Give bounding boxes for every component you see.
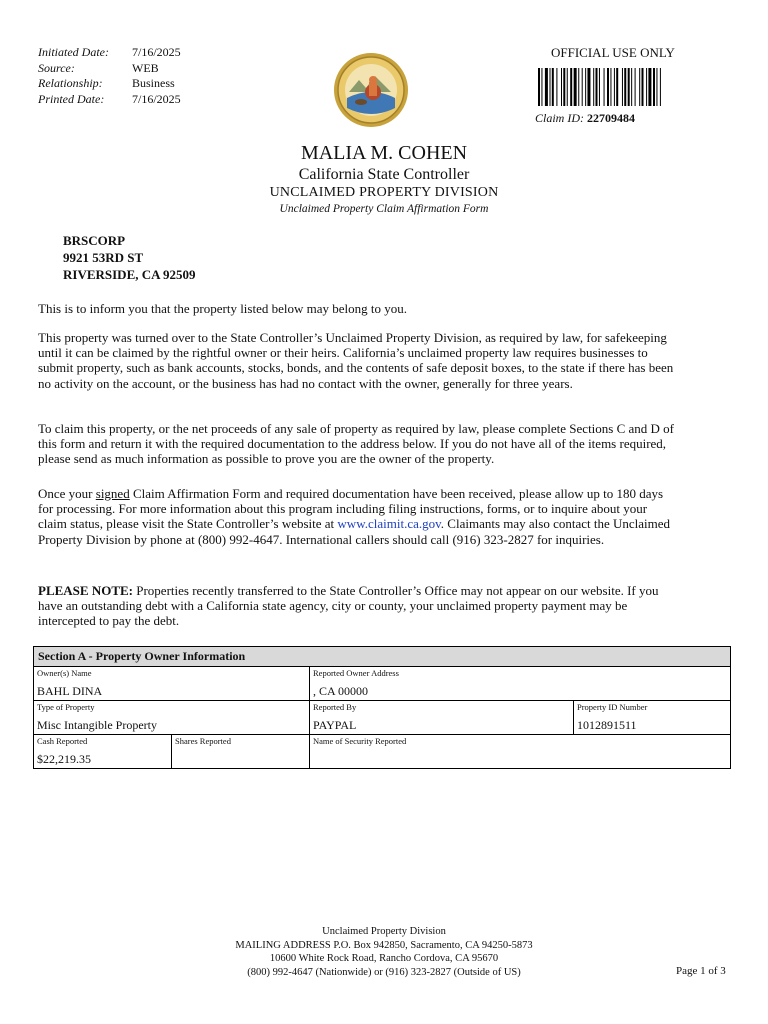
meta-row-initiated bbox=[38, 45, 181, 61]
claim-id bbox=[535, 111, 635, 126]
claimit-website-link[interactable]: www.claimit.ca.gov bbox=[337, 516, 441, 532]
barcode-bar bbox=[610, 68, 611, 106]
section-a-header: Section A - Property Owner Information bbox=[34, 647, 730, 667]
reported-by-value: PAYPAL bbox=[313, 718, 357, 732]
owner-address-value: , CA 00000 bbox=[313, 684, 369, 698]
barcode-bar bbox=[578, 68, 579, 106]
title-block bbox=[0, 142, 768, 216]
barcode-bar bbox=[570, 68, 572, 106]
shares-reported-cell bbox=[172, 735, 310, 768]
address-line: BRSCORP bbox=[63, 233, 126, 248]
meta-label: Initiated Date: bbox=[38, 45, 109, 59]
barcode-bar bbox=[599, 68, 600, 106]
barcode-bar bbox=[656, 68, 657, 106]
barcode-bar bbox=[639, 68, 640, 106]
barcode-bar bbox=[541, 68, 542, 106]
property-type-value: Misc Intangible Property bbox=[37, 718, 157, 732]
footer-line: 10600 White Rock Road, Rancho Cordova, CA 95670 bbox=[269, 953, 499, 964]
security-name-cell bbox=[310, 735, 730, 768]
meta-value: 7/16/2025 bbox=[132, 45, 181, 59]
address-line: RIVERSIDE, CA 92509 bbox=[63, 267, 196, 282]
barcode-bar bbox=[563, 68, 565, 106]
barcode-bar bbox=[556, 68, 557, 106]
please-note-label: PLEASE NOTE: bbox=[38, 583, 133, 598]
barcode-bar bbox=[628, 68, 630, 106]
barcode-bar bbox=[567, 68, 568, 106]
please-note-text: Properties recently transferred to the State Controller’s Office may not appear on our website. If you have an outstanding debt with a California state agency, city or county, your unclaimed property payment may be intercepted to pay the debt. bbox=[38, 583, 659, 629]
barcode-bar bbox=[538, 68, 540, 106]
barcode-bar bbox=[585, 68, 586, 106]
barcode-bar bbox=[614, 68, 615, 106]
barcode-bar bbox=[653, 68, 655, 106]
field-label: Reported By bbox=[313, 702, 357, 712]
cash-reported-cell bbox=[34, 735, 172, 768]
office-title: California State Controller bbox=[298, 166, 470, 183]
property-id-cell bbox=[574, 701, 730, 734]
property-type-cell bbox=[34, 701, 310, 734]
text-span: Claim Affirmation Form and required documentation have been received, please allow up to 180 days for processing. For more information about this program including filing instructions, forms, or to inquire about your claim status, please visit the State Controller’s website at bbox=[38, 486, 664, 532]
claim-instructions-paragraph: To claim this property, or the net proceeds of any sale of property as required by law, please complete Sections C and D of this form and return it with the required documentation to the address below. If you do not have all of the items required, please send as much information as possible to prove you are the owner of the property. bbox=[38, 421, 675, 467]
section-a-table bbox=[33, 646, 731, 769]
controller-name: MALIA M. COHEN bbox=[300, 142, 468, 164]
barcode-bar bbox=[561, 68, 562, 106]
claim-id-label: Claim ID: bbox=[535, 111, 584, 125]
field-label: Shares Reported bbox=[175, 736, 231, 746]
field-label: Name of Security Reported bbox=[313, 736, 407, 746]
reported-by-cell bbox=[310, 701, 574, 734]
field-label: Cash Reported bbox=[37, 736, 88, 746]
owner-name-value: BAHL DINA bbox=[37, 684, 103, 698]
field-label: Owner(s) Name bbox=[37, 668, 92, 678]
barcode-bar bbox=[631, 68, 632, 106]
table-row bbox=[34, 735, 730, 768]
california-state-seal-icon bbox=[333, 52, 409, 128]
text-span: . Claimants may also contact the Unclaimed Property Division by phone at (800) 992-4647. International callers should call (916) 323-2827 for inquiries. bbox=[38, 516, 671, 547]
barcode-bar bbox=[660, 68, 661, 106]
barcode-bar bbox=[582, 68, 583, 106]
owner-address-cell bbox=[310, 667, 730, 700]
field-label: Property ID Number bbox=[577, 702, 648, 712]
meta-label: Relationship: bbox=[38, 76, 103, 90]
barcode-bar bbox=[550, 68, 551, 106]
address-line: 9921 53RD ST bbox=[63, 250, 144, 265]
property-id-value: 1012891511 bbox=[577, 718, 637, 732]
field-label: Reported Owner Address bbox=[313, 668, 399, 678]
meta-label: Printed Date: bbox=[38, 91, 105, 106]
barcode-bar bbox=[545, 68, 548, 106]
barcode-bar bbox=[635, 68, 636, 106]
footer-line: MAILING ADDRESS P.O. Box 942850, Sacramento, CA 94250-5873 bbox=[235, 939, 533, 951]
signed-emphasis: signed bbox=[95, 486, 130, 501]
page-number: Page 1 of 3 bbox=[676, 965, 726, 977]
official-use-label: OFFICIAL USE ONLY bbox=[551, 45, 675, 60]
meta-row-relationship bbox=[38, 76, 181, 92]
text-span: Once your bbox=[38, 486, 96, 501]
barcode-bar bbox=[596, 68, 598, 106]
barcode-bar bbox=[574, 68, 577, 106]
field-label: Type of Property bbox=[37, 702, 95, 712]
property-paragraph: This property was turned over to the State Controller’s Unclaimed Property Division, as required by law, for safekeeping until it can be claimed by the rightful owner or their heirs. California’s unclaimed property law requires businesses to submit property, such as bank accounts, stocks, bonds, and the contents of safe deposit boxes, to the state if there has been no activity on the account, or the business has had no contact with the owner, generally for three years. bbox=[38, 330, 674, 391]
cash-reported-value: $22,219.35 bbox=[37, 752, 91, 766]
footer bbox=[0, 925, 768, 979]
processing-paragraph bbox=[38, 486, 678, 547]
barcode-bar bbox=[604, 68, 605, 106]
intro-paragraph: This is to inform you that the property listed below may belong to you. bbox=[38, 301, 408, 316]
owner-name-cell bbox=[34, 667, 310, 700]
claim-id-value: 22709484 bbox=[587, 111, 635, 125]
footer-line: Unclaimed Property Division bbox=[322, 926, 446, 937]
meta-row-printed bbox=[38, 92, 181, 108]
meta-value: 7/16/2025 bbox=[132, 91, 181, 106]
meta-label: Source: bbox=[38, 60, 75, 75]
meta-value: WEB bbox=[132, 60, 159, 75]
barcode-bar bbox=[552, 68, 554, 106]
barcode-bar bbox=[624, 68, 626, 106]
barcode-bar bbox=[587, 68, 590, 106]
barcode-bar bbox=[648, 68, 651, 106]
barcode-bar bbox=[642, 68, 644, 106]
form-title: Unclaimed Property Claim Affirmation Form bbox=[279, 203, 489, 215]
division-title: UNCLAIMED PROPERTY DIVISION bbox=[269, 185, 499, 200]
barcode-bar bbox=[646, 68, 647, 106]
barcode-bar bbox=[607, 68, 609, 106]
barcode-bar bbox=[622, 68, 623, 106]
barcode-bar bbox=[616, 68, 618, 106]
meta-value: Business bbox=[132, 76, 175, 90]
table-row bbox=[34, 701, 730, 735]
recipient-address bbox=[63, 232, 196, 283]
barcode-bar bbox=[593, 68, 594, 106]
barcode-icon bbox=[538, 68, 710, 106]
header-metadata bbox=[38, 45, 181, 107]
please-note-paragraph bbox=[38, 583, 678, 629]
meta-row-source bbox=[38, 61, 181, 77]
footer-line: (800) 992-4647 (Nationwide) or (916) 323-2827 (Outside of US) bbox=[247, 966, 521, 978]
table-row bbox=[34, 667, 730, 701]
